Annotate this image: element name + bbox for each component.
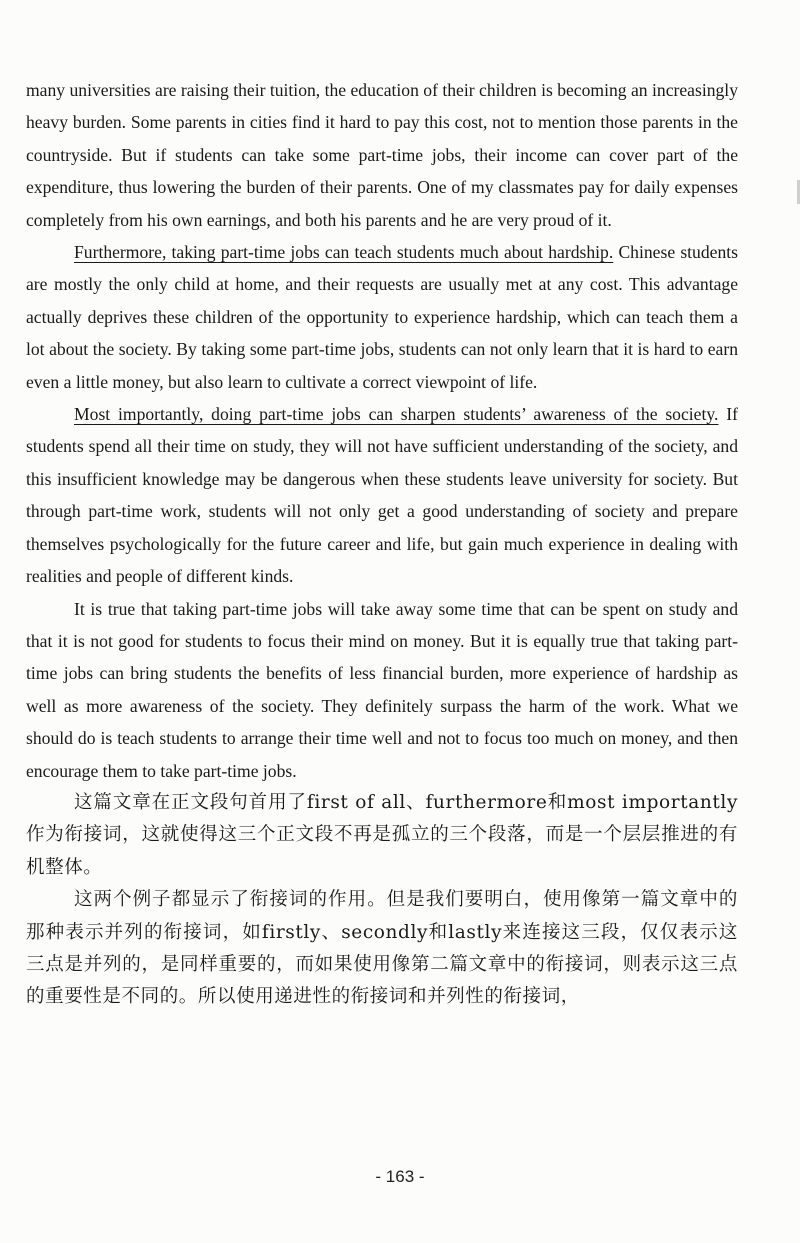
- chinese-paragraph-1: 这篇文章在正文段句首用了first of all、furthermore和most importantly作为衔接词，这就使得这三个正文段不再是孤立的三个段落，而是一个层层推进的有机整体。: [26, 791, 738, 878]
- paragraph-3: [26, 398, 738, 592]
- chinese-paragraph-2: 这两个例子都显示了衔接词的作用。但是我们要明白，使用像第一篇文章中的那种表示并列的衔接词，如firstly、secondly和lastly来连接这三段，仅仅表示这三点是并列的，是同样重要的，而如果使用像第二篇文章中的衔接词，则表示这三点的重要性是不同的。所以使用递进性的衔接词和并列性的衔接词，: [26, 889, 738, 1008]
- paragraph-2-body: Chinese students are mostly the only child at home, and their requests are usually met at any cost. This advantage actually deprives these children of the opportunity to experience hardship, which can teach them a lot about the society. By taking some part-time jobs, students can not only learn that it is hard to earn even a little money, but also learn to cultivate a correct viewpoint of life.: [26, 242, 738, 392]
- paragraph-1: many universities are raising their tuition, the education of their children is becoming an increasingly heavy burden. Some parents in cities find it hard to pay this cost, not to mention those parents in the countryside. But if students can take some part-time jobs, their income can cover part of the expenditure, thus lowering the burden of their parents. One of my classmates pay for daily expenses completely from his own earnings, and both his parents and he are very proud of it.: [26, 80, 738, 230]
- page-number: - 163 -: [375, 1167, 425, 1186]
- topic-sentence-3: Most importantly, doing part-time jobs can sharpen students’ awareness of the society.: [74, 404, 719, 425]
- body-text: [26, 74, 738, 1014]
- paragraph-2: [26, 236, 738, 398]
- paragraph-4: It is true that taking part-time jobs will take away some time that can be spent on study and that it is not good for students to focus their mind on money. But it is equally true that taking part-time jobs can bring students the benefits of less financial burden, more experience of hardship as well as more awareness of the society. They definitely surpass the harm of the work. What we should do is teach students to arrange their time well and not to focus too much on money, and then encourage them to take part-time jobs.: [26, 598, 738, 781]
- paragraph-3-body: If students spend all their time on study, they will not have sufficient understanding of the society, and this insufficient knowledge may be dangerous when these students leave university for society. But through part-time work, students will not only get a good understanding of society and prepare themselves psychologically for the future career and life, but gain much experience in dealing with realities and people of different kinds.: [26, 404, 738, 587]
- topic-sentence-2: Furthermore, taking part-time jobs can teach students much about hardship.: [74, 242, 614, 263]
